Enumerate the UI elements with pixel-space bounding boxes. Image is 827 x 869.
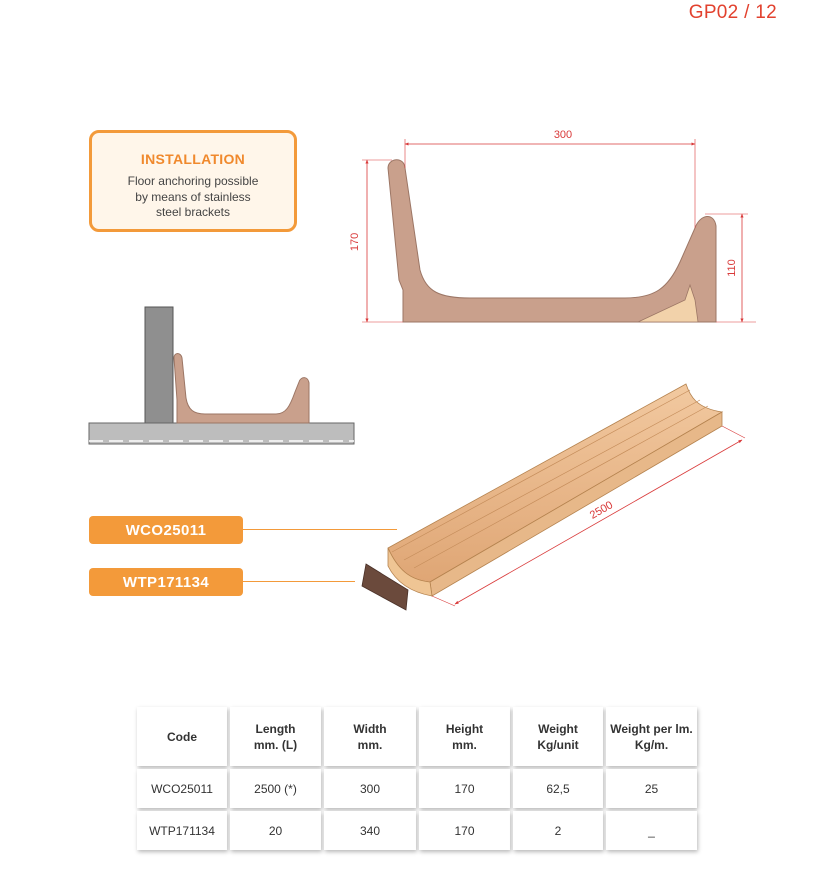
spec-table <box>134 704 700 853</box>
cell-height: 170 <box>419 769 510 808</box>
header-code: Code <box>137 707 227 766</box>
cell-length: 20 <box>230 811 321 850</box>
leader-line <box>243 581 355 582</box>
cell-height: 170 <box>419 811 510 850</box>
page-number: GP02 / 12 <box>688 2 777 23</box>
table-row <box>137 811 697 850</box>
installation-line: steel brackets <box>155 205 231 219</box>
leader-line <box>243 529 397 530</box>
installation-title: INSTALLATION <box>140 151 246 167</box>
table-header-row <box>137 707 697 766</box>
cross-section-profile <box>388 160 716 322</box>
installation-line: by means of stainless <box>135 189 251 204</box>
cell-weight-per-lm: 25 <box>606 769 697 808</box>
height-left-label: 170 <box>349 232 361 252</box>
height-right-label: 110 <box>726 259 738 277</box>
length-label: 2500 <box>587 499 616 522</box>
channel-3d-view <box>362 384 722 610</box>
header-width: Width mm. <box>324 707 416 766</box>
code-tag-channel: WCO25011 <box>89 516 243 544</box>
cell-length: 2500 (*) <box>230 769 321 808</box>
header-length: Length mm. (L) <box>230 707 321 766</box>
cell-code: WTP171134 <box>137 811 227 850</box>
header-weight: Weight Kg/unit <box>513 707 603 766</box>
installation-sketch <box>89 307 354 444</box>
cell-weight-per-lm: _ <box>606 811 697 850</box>
header-weight-per-lm: Weight per lm. Kg/m. <box>606 707 697 766</box>
cell-weight: 62,5 <box>513 769 603 808</box>
code-tag-endcap: WTP171134 <box>89 568 243 596</box>
cell-weight: 2 <box>513 811 603 850</box>
dimension-width <box>405 129 695 228</box>
cell-width: 300 <box>324 769 416 808</box>
table-row <box>137 769 697 808</box>
width-label: 300 <box>553 129 573 141</box>
header-height: Height mm. <box>419 707 510 766</box>
installation-line: Floor anchoring possible <box>127 174 259 188</box>
cell-code: WCO25011 <box>137 769 227 808</box>
cell-width: 340 <box>324 811 416 850</box>
